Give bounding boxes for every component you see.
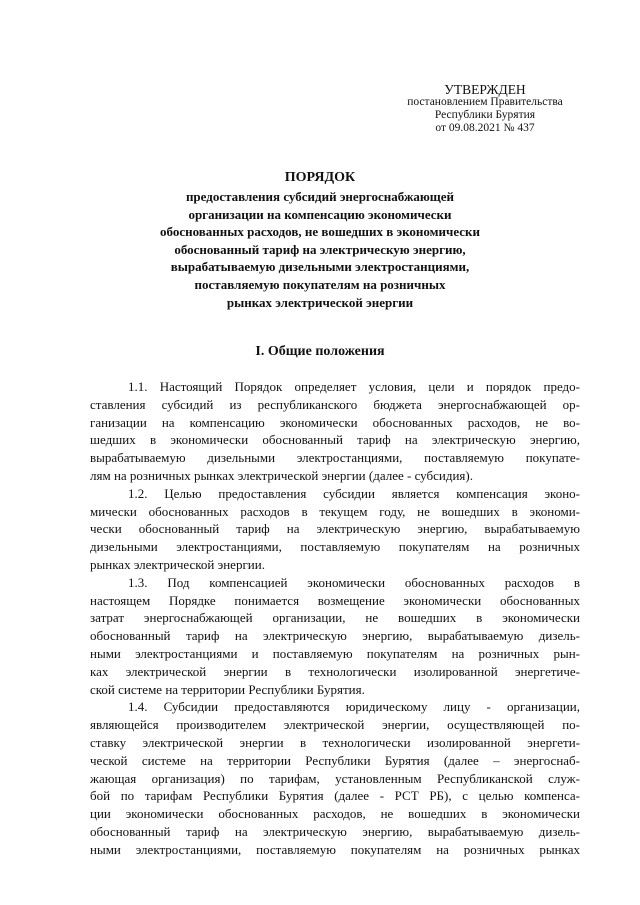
title-line: организации на компенсацию экономически <box>188 206 452 222</box>
paragraph-line: лям на розничных рынках электрической энергии (далее - субсидия). <box>90 467 473 483</box>
approval-heading: УТВЕРЖДЕН <box>444 82 526 97</box>
paragraph-line: ческой системе на территории Республики Бурятия (далее – энергоснаб- <box>90 752 580 768</box>
paragraph-line: ции экономически обоснованных расходов, не вошедших в экономически <box>90 806 580 822</box>
paragraph-1-4 <box>90 698 580 858</box>
paragraph-line: 1.3. Под компенсацией экономически обоснованных расходов в <box>128 574 580 590</box>
paragraph-line: рынках электрической энергии. <box>90 556 265 572</box>
approval-block <box>380 83 590 135</box>
document-title <box>100 169 540 311</box>
title-line: поставляемую покупателям на розничных <box>194 276 446 292</box>
title-main: ПОРЯДОК <box>284 170 356 185</box>
approval-line: постановлением Правительства <box>407 96 563 108</box>
section-heading: I. Общие положения <box>255 344 385 359</box>
paragraph-1-3 <box>90 574 580 699</box>
paragraph-line: обоснованный тариф на электрическую энергию, вырабатываемую дизель- <box>90 823 580 839</box>
paragraph-line: шедших в экономически обоснованный тариф на электрическую энергию, <box>90 432 580 448</box>
paragraph-line: ставления субсидий из республиканского бюджета энергоснабжающей ор- <box>90 396 580 412</box>
paragraph-1-2 <box>90 485 580 574</box>
paragraph-line: обоснованный тариф на электрическую энергию, вырабатываемую дизель- <box>90 628 580 644</box>
paragraph-line: ской системе на территории Республики Бурятия. <box>90 681 365 697</box>
paragraph-line: ными электростанциями и поставляемую покупателям на розничных рын- <box>90 645 580 661</box>
title-line: обоснованный тариф на электрическую энергию, <box>174 241 466 257</box>
paragraph-1-1 <box>90 378 580 485</box>
title-line: предоставления субсидий энергоснабжающей <box>185 189 455 204</box>
paragraph-line: 1.2. Целью предоставления субсидии является компенсация эконо- <box>128 485 580 501</box>
paragraph-line: ках электрической энергии в технологически изолированной энергетиче- <box>90 663 580 679</box>
paragraph-line: мически обоснованных расходов в текущем году, не вошедших в экономи- <box>90 503 580 519</box>
paragraph-line: ганизации на компенсацию экономически обоснованных расходов, не во- <box>90 414 580 430</box>
title-line: рынках электрической энергии <box>226 294 414 310</box>
paragraph-line: ставку электрической энергии в технологически изолированной энергети- <box>90 734 580 750</box>
paragraph-line: настоящем Порядке понимается возмещение экономически обоснованных <box>90 592 580 608</box>
paragraph-line: являющейся производителем электрической энергии, осуществляющей по- <box>90 717 580 733</box>
paragraph-line: ными электростанциями, поставляемую покупателям на розничных рынках <box>90 841 580 857</box>
approval-line: Республики Бурятия <box>434 109 536 121</box>
title-line: обоснованных расходов, не вошедших в экономически <box>159 224 480 240</box>
paragraph-line: дизельными электростанциями, поставляемую покупателям на розничных <box>90 539 580 555</box>
document-body <box>90 378 580 859</box>
paragraph-line: 1.4. Субсидии предоставляются юридическому лицу - организации, <box>128 699 580 715</box>
paragraph-line: чески обоснованный тариф на электрическую энергию, вырабатываемую <box>90 521 580 537</box>
approval-line: от 09.08.2021 № 437 <box>435 122 535 134</box>
paragraph-line: затрат энергоснабжающей организации, не вошедших в экономически <box>90 610 580 626</box>
paragraph-line: вырабатываемую дизельными электростанциями, поставляемую покупате- <box>90 450 580 466</box>
paragraph-line: бой по тарифам Республики Бурятия (далее - РСТ РБ), с целью компенса- <box>90 788 580 804</box>
title-line: вырабатываемую дизельными электростанциями, <box>170 259 470 275</box>
paragraph-line: 1.1. Настоящий Порядок определяет условия, цели и порядок предо- <box>128 379 580 394</box>
paragraph-line: жающая организация) по тарифам, установленным Республиканской служ- <box>90 770 580 786</box>
